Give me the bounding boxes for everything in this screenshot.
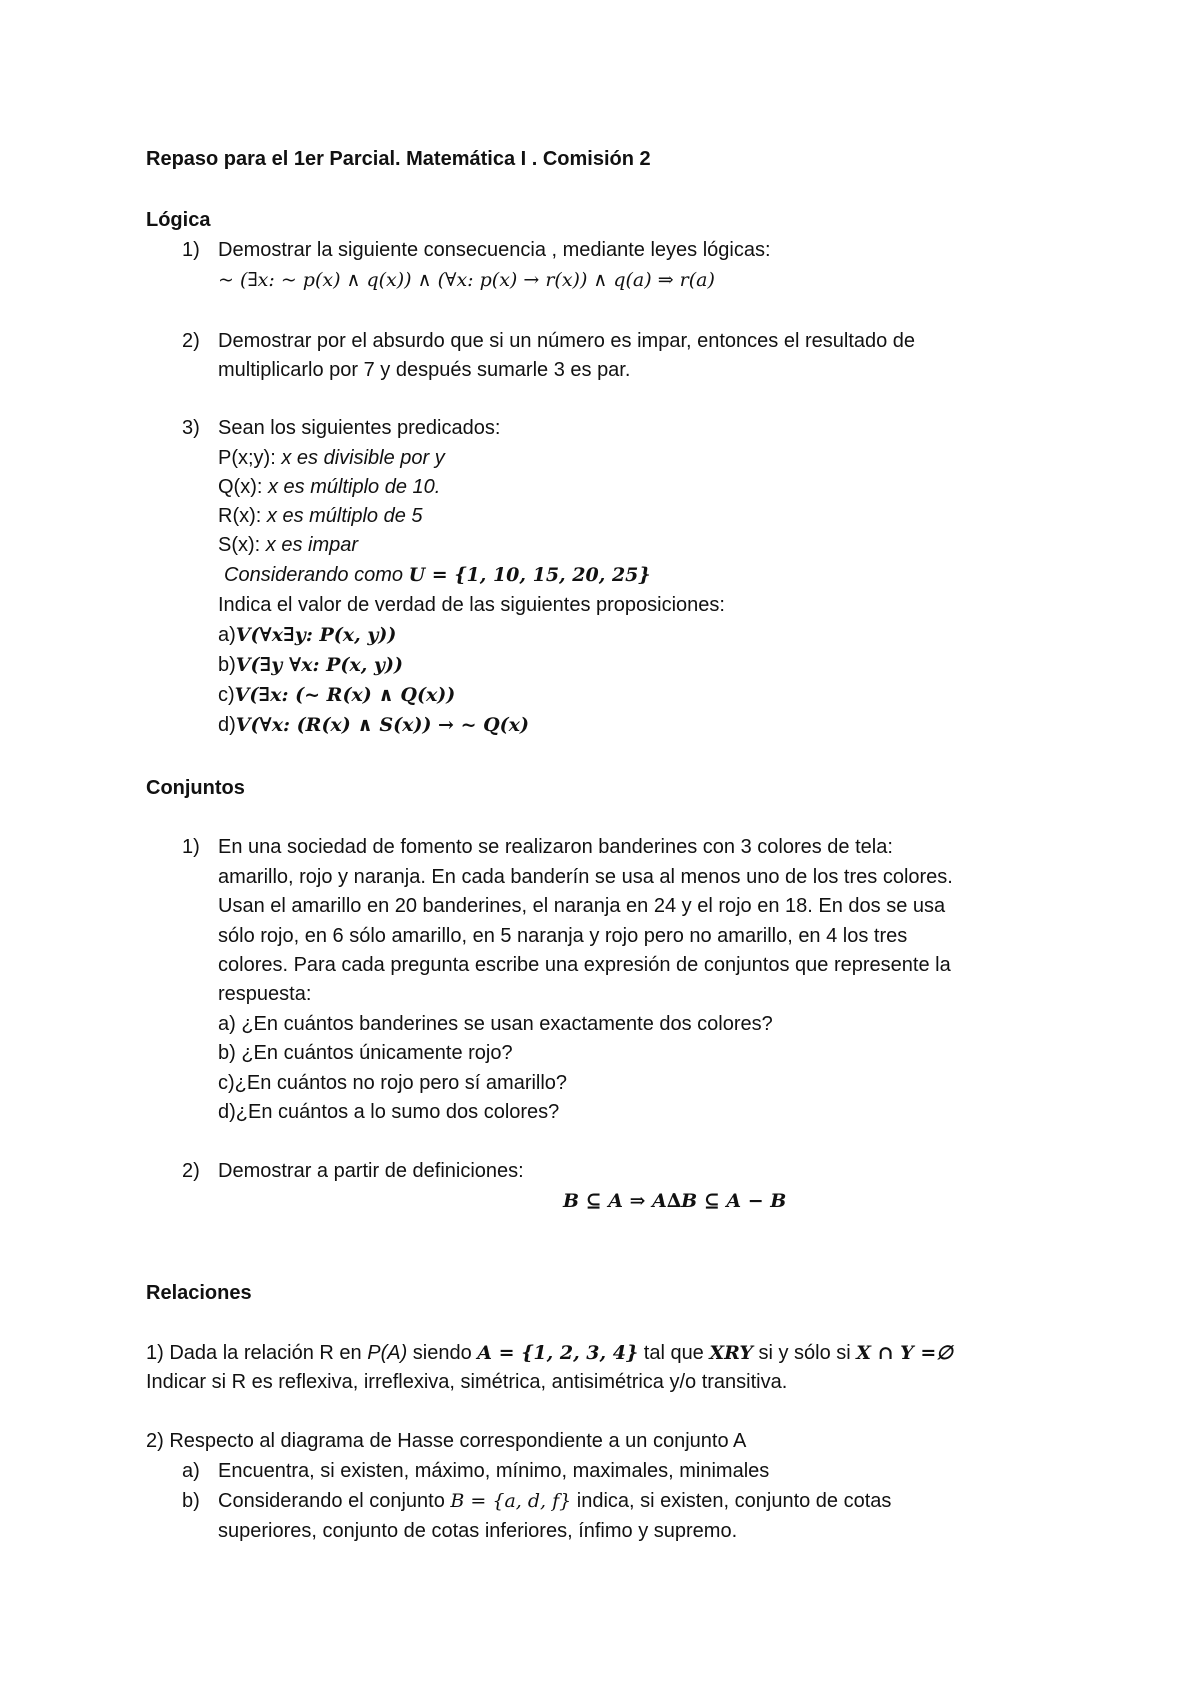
proposition-label: b)	[218, 654, 236, 676]
text-run: 1) Dada la relación R en	[146, 1342, 368, 1364]
universe-set: U = {1, 10, 15, 20, 25}	[408, 564, 651, 586]
conjuntos-question-c: c)¿En cuántos no rojo pero sí amarillo?	[218, 1072, 568, 1094]
predicate-s	[218, 532, 358, 558]
predicate-name: S(x):	[218, 534, 266, 556]
conjuntos-q1-line: amarillo, rojo y naranja. En cada banderín se usa al menos uno de los tres colores.	[218, 866, 953, 888]
logica-q2-line1: Demostrar por el absurdo que si un número es impar, entonces el resultado de	[218, 330, 916, 352]
proposition-expr: V(∃x: (~ R(x) ∧ Q(x))	[234, 684, 456, 706]
predicate-desc: x es divisible por y	[281, 447, 445, 469]
logica-q2-line2: multiplicarlo por 7 y después sumarle 3 es par.	[218, 359, 631, 381]
predicate-p	[218, 445, 445, 471]
item-label: b)	[182, 1490, 200, 1512]
document-title: Repaso para el 1er Parcial. Matemática I . Comisión 2	[146, 148, 651, 170]
predicate-r	[218, 503, 423, 529]
relaciones-q2-b-line1	[218, 1488, 891, 1514]
predicate-desc: x es múltiplo de 10.	[268, 476, 441, 498]
text-run: indica, si existen, conjunto de cotas	[571, 1490, 892, 1512]
proposition-a	[218, 622, 396, 648]
relaciones-q1-line2: Indicar si R es reflexiva, irreflexiva, simétrica, antisimétrica y/o transitiva.	[146, 1371, 788, 1393]
section-heading-relaciones: Relaciones	[146, 1282, 252, 1304]
relaciones-q2-b-line2: superiores, conjunto de cotas inferiores, ínfimo y supremo.	[218, 1520, 738, 1542]
item-label: a)	[182, 1460, 200, 1482]
relaciones-q2-intro: 2) Respecto al diagrama de Hasse correspondiente a un conjunto A	[146, 1430, 747, 1452]
relaciones-q2-a: Encuentra, si existen, máximo, mínimo, maximales, minimales	[218, 1460, 770, 1482]
text-run: siendo	[407, 1342, 478, 1364]
logica-q1-text: Demostrar la siguiente consecuencia , mediante leyes lógicas:	[218, 239, 771, 261]
conjuntos-q1-line: colores. Para cada pregunta escribe una expresión de conjuntos que represente la	[218, 954, 951, 976]
set-a: A = {1, 2, 3, 4}	[477, 1342, 639, 1364]
proposition-expr: V(∀x: (R(x) ∧ S(x)) → ~ Q(x)	[235, 714, 529, 736]
proposition-expr: V(∀x∃y: P(x, y))	[235, 624, 397, 646]
logica-q1-formula: ~ (∃x: ~ p(x) ∧ q(x)) ∧ (∀x: p(x) → r(x)) ∧ q(a) ⇒ r(a)	[218, 269, 715, 291]
item-number: 2)	[182, 330, 200, 352]
proposition-c	[218, 682, 455, 708]
logica-q3-intro: Sean los siguientes predicados:	[218, 417, 501, 439]
conjuntos-q2-formula: B ⊆ A ⇒ A∆B ⊆ A − B	[563, 1190, 787, 1212]
item-number: 1)	[182, 239, 200, 261]
proposition-label: d)	[218, 714, 236, 736]
conjuntos-q1-line: Usan el amarillo en 20 banderines, el naranja en 24 y el rojo en 18. En dos se usa	[218, 895, 946, 917]
proposition-expr: V(∃y ∀x: P(x, y))	[235, 654, 403, 676]
predicate-desc: x es impar	[265, 534, 359, 556]
considering-text: Considerando como	[224, 564, 409, 586]
text-run: tal que	[638, 1342, 710, 1364]
conjuntos-q1-line: respuesta:	[218, 983, 312, 1005]
conjuntos-question-b: b) ¿En cuántos únicamente rojo?	[218, 1042, 513, 1064]
conjuntos-q1-line: En una sociedad de fomento se realizaron banderines con 3 colores de tela:	[218, 836, 893, 858]
section-heading-logica: Lógica	[146, 209, 211, 231]
text-run: Considerando el conjunto	[218, 1490, 451, 1512]
conjuntos-q1-line: sólo rojo, en 6 sólo amarillo, en 5 naranja y rojo pero no amarillo, en 4 los tres	[218, 925, 908, 947]
conjuntos-question-a: a) ¿En cuántos banderines se usan exactamente dos colores?	[218, 1013, 773, 1035]
power-set: P(A)	[367, 1342, 408, 1364]
conjuntos-question-d: d)¿En cuántos a lo sumo dos colores?	[218, 1101, 560, 1123]
item-number: 1)	[182, 836, 200, 858]
relation-xry: XRY	[709, 1342, 753, 1364]
proposition-label: a)	[218, 624, 236, 646]
proposition-d	[218, 712, 529, 738]
predicate-name: P(x;y):	[218, 447, 282, 469]
set-b: B = {a, d, f}	[450, 1490, 572, 1512]
text-run: si y sólo si	[752, 1342, 857, 1364]
logica-q3-indica: Indica el valor de verdad de las siguientes proposiciones:	[218, 594, 725, 616]
predicate-desc: x es múltiplo de 5	[266, 505, 423, 527]
proposition-b	[218, 652, 403, 678]
item-number: 2)	[182, 1160, 200, 1182]
universe-line	[224, 562, 651, 588]
predicate-name: Q(x):	[218, 476, 268, 498]
section-heading-conjuntos: Conjuntos	[146, 777, 245, 799]
predicate-name: R(x):	[218, 505, 267, 527]
predicate-q	[218, 474, 440, 500]
item-number: 3)	[182, 417, 200, 439]
proposition-label: c)	[218, 684, 235, 706]
relation-condition: X ∩ Y =∅	[856, 1342, 953, 1364]
conjuntos-q2-text: Demostrar a partir de definiciones:	[218, 1160, 524, 1182]
relaciones-q1-line1	[146, 1340, 953, 1366]
